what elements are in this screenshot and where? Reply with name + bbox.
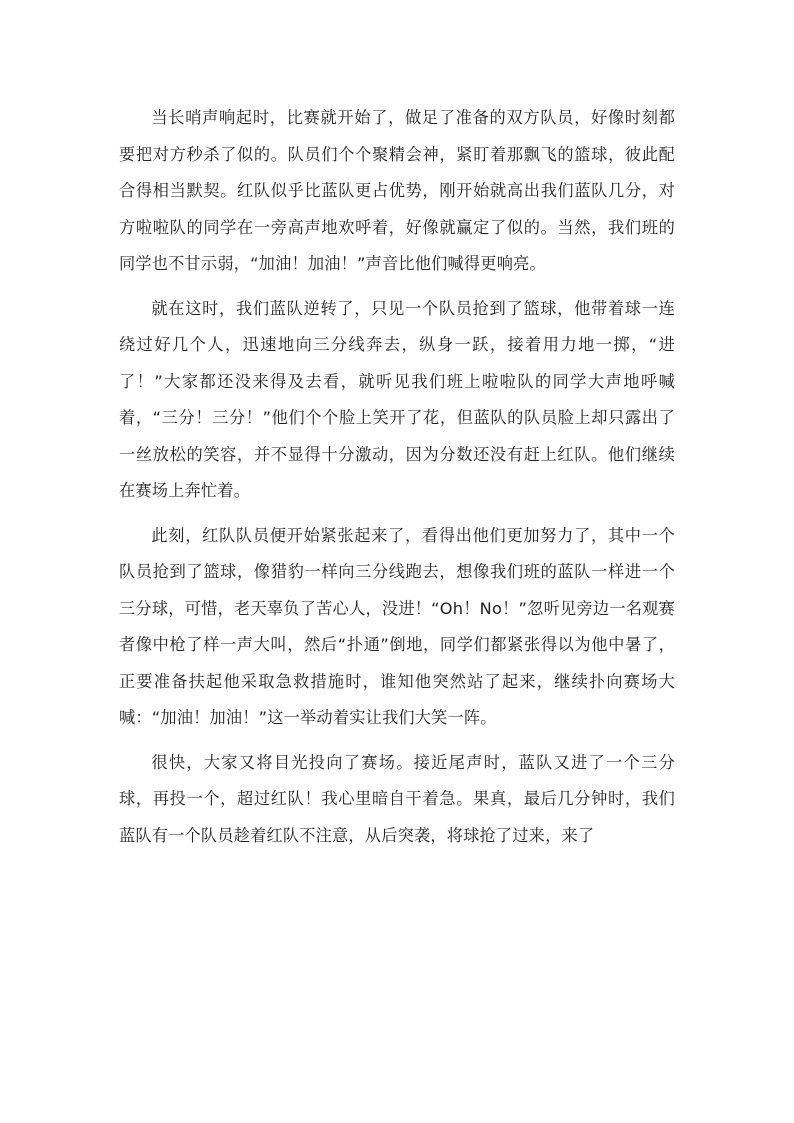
paragraph-2: 就在这时，我们蓝队逆转了，只见一个队员抢到了篮球，他带着球一连绕过好几个人，迅速地向三分线奔去，纵身一跃，接着用力地一掷，“进了！”大家都还没来得及去看，就听见我们班上啦啦队的同学大声地呼喊着，“三分！三分！”他们个个脸上笑开了花，但蓝队的队员脸上却只露出了一丝放松的笑容，并不显得十分激动，因为分数还没有赶上红队。他们继续在赛场上奔忙着。 — [119, 298, 675, 500]
paragraph-3: 此刻，红队队员便开始紧张起来了，看得出他们更加努力了，其中一个队员抢到了篮球，像猎豹一样向三分线跑去，想像我们班的蓝队一样进一个三分球，可惜，老天辜负了苦心人，没进！“Oh！No！”忽听见旁边一名观赛者像中枪了样一声大叫，然后“扑通”倒地，同学们都紧张得以为他中暑了，正要准备扶起他采取急救措施时，谁知他突然站了起来，继续扑向赛场大喊：“加油！加油！”这一举动着实让我们大笑一阵。 — [119, 525, 675, 727]
paragraph-4: 很快，大家又将目光投向了赛场。接近尾声时，蓝队又进了一个三分球，再投一个，超过红队！我心里暗自干着急。果真，最后几分钟时，我们蓝队有一个队员趁着红队不注意，从后突袭，将球抢了过来，来了 — [119, 752, 675, 845]
paragraph-1: 当长哨声响起时，比赛就开始了，做足了准备的双方队员，好像时刻都要把对方秒杀了似的。队员们个个聚精会神，紧盯着那飘飞的篮球，彼此配合得相当默契。红队似乎比蓝队更占优势，刚开始就高出我们蓝队几分，对方啦啦队的同学在一旁高声地欢呼着，好像就赢定了似的。当然，我们班的同学也不甘示弱，“加油！加油！”声音比他们喊得更响亮。 — [119, 108, 675, 273]
article-body — [119, 100, 675, 862]
